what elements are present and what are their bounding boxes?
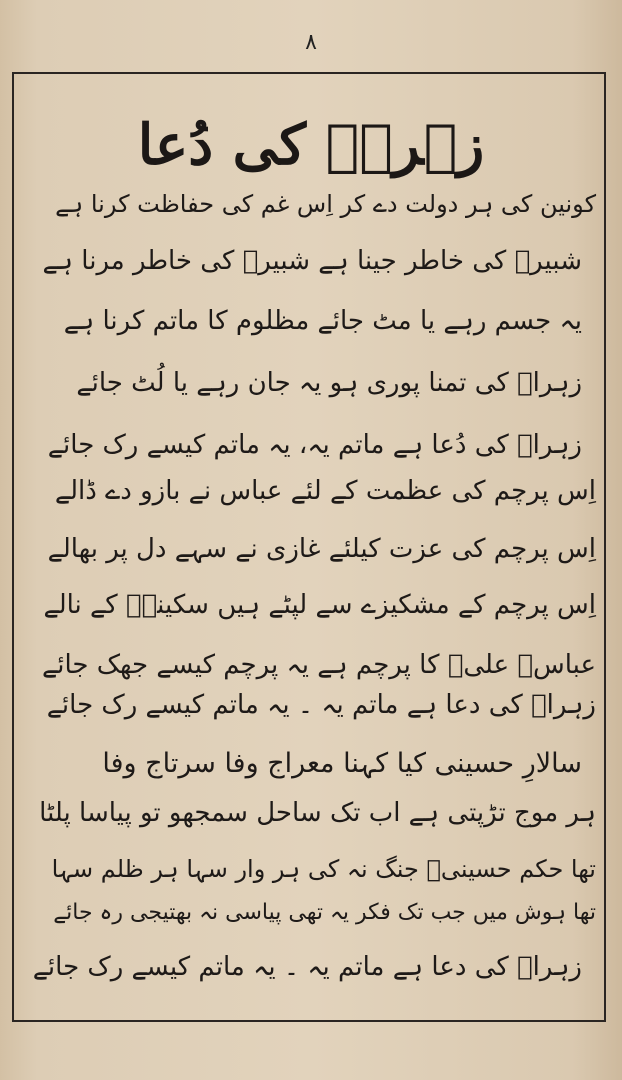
verse-line: عباسؑ علیؑ کا پرچم ہے یہ پرچم کیسے جھک جائے <box>42 650 596 680</box>
refrain-line: زہراؑ کی دعا ہے ماتم یہ ۔ یہ ماتم کیسے رک جائے <box>46 690 596 720</box>
verse-line: سالارِ حسینی کیا کہنا معراج وفا سرتاج وفا <box>102 748 582 779</box>
refrain-line: زہراؑ کی دعا ہے ماتم یہ ۔ یہ ماتم کیسے رک جائے <box>32 952 582 982</box>
verse-line: شبیرؑ کی خاطر جینا ہے شبیرؑ کی خاطر مرنا ہے <box>42 246 582 276</box>
page-number: ۸ <box>305 30 317 55</box>
verse-line: کونین کی ہر دولت دے کر اِس غم کی حفاظت کرنا ہے <box>55 190 596 218</box>
verse-line: اِس پرچم کی عزت کیلئے غازی نے سہے دل پر بھالے <box>47 534 596 564</box>
verse-line: زہراؑ کی تمنا پوری ہو یہ جان رہے یا لُٹ جائے <box>76 368 582 398</box>
verse-line: ہر موج تڑپتی ہے اب تک ساحل سمجھو تو پیاسا پلٹا <box>39 798 596 828</box>
verse-line: یہ جسم رہے یا مٹ جائے مظلوم کا ماتم کرنا ہے <box>63 306 582 336</box>
refrain-line: زہراؑ کی دُعا ہے ماتم یہ، یہ ماتم کیسے رک جائے <box>47 430 582 460</box>
verse-line: اِس پرچم کے مشکیزے سے لپٹے ہیں سکینہؑ کے نالے <box>43 590 596 620</box>
verse-line: تھا حکم حسینیؑ جنگ نہ کی ہر وار سہا ہر ظلم سہا <box>51 855 596 883</box>
verse-line: اِس پرچم کی عظمت کے لئے عباس نے بازو دے ڈالے <box>54 476 596 506</box>
page-title: زہراؑ کی دُعا <box>137 112 485 178</box>
verse-line: تھا ہوش میں جب تک فکر یہ تھی پیاسی نہ بھتیجی رہ جائے <box>53 900 596 925</box>
